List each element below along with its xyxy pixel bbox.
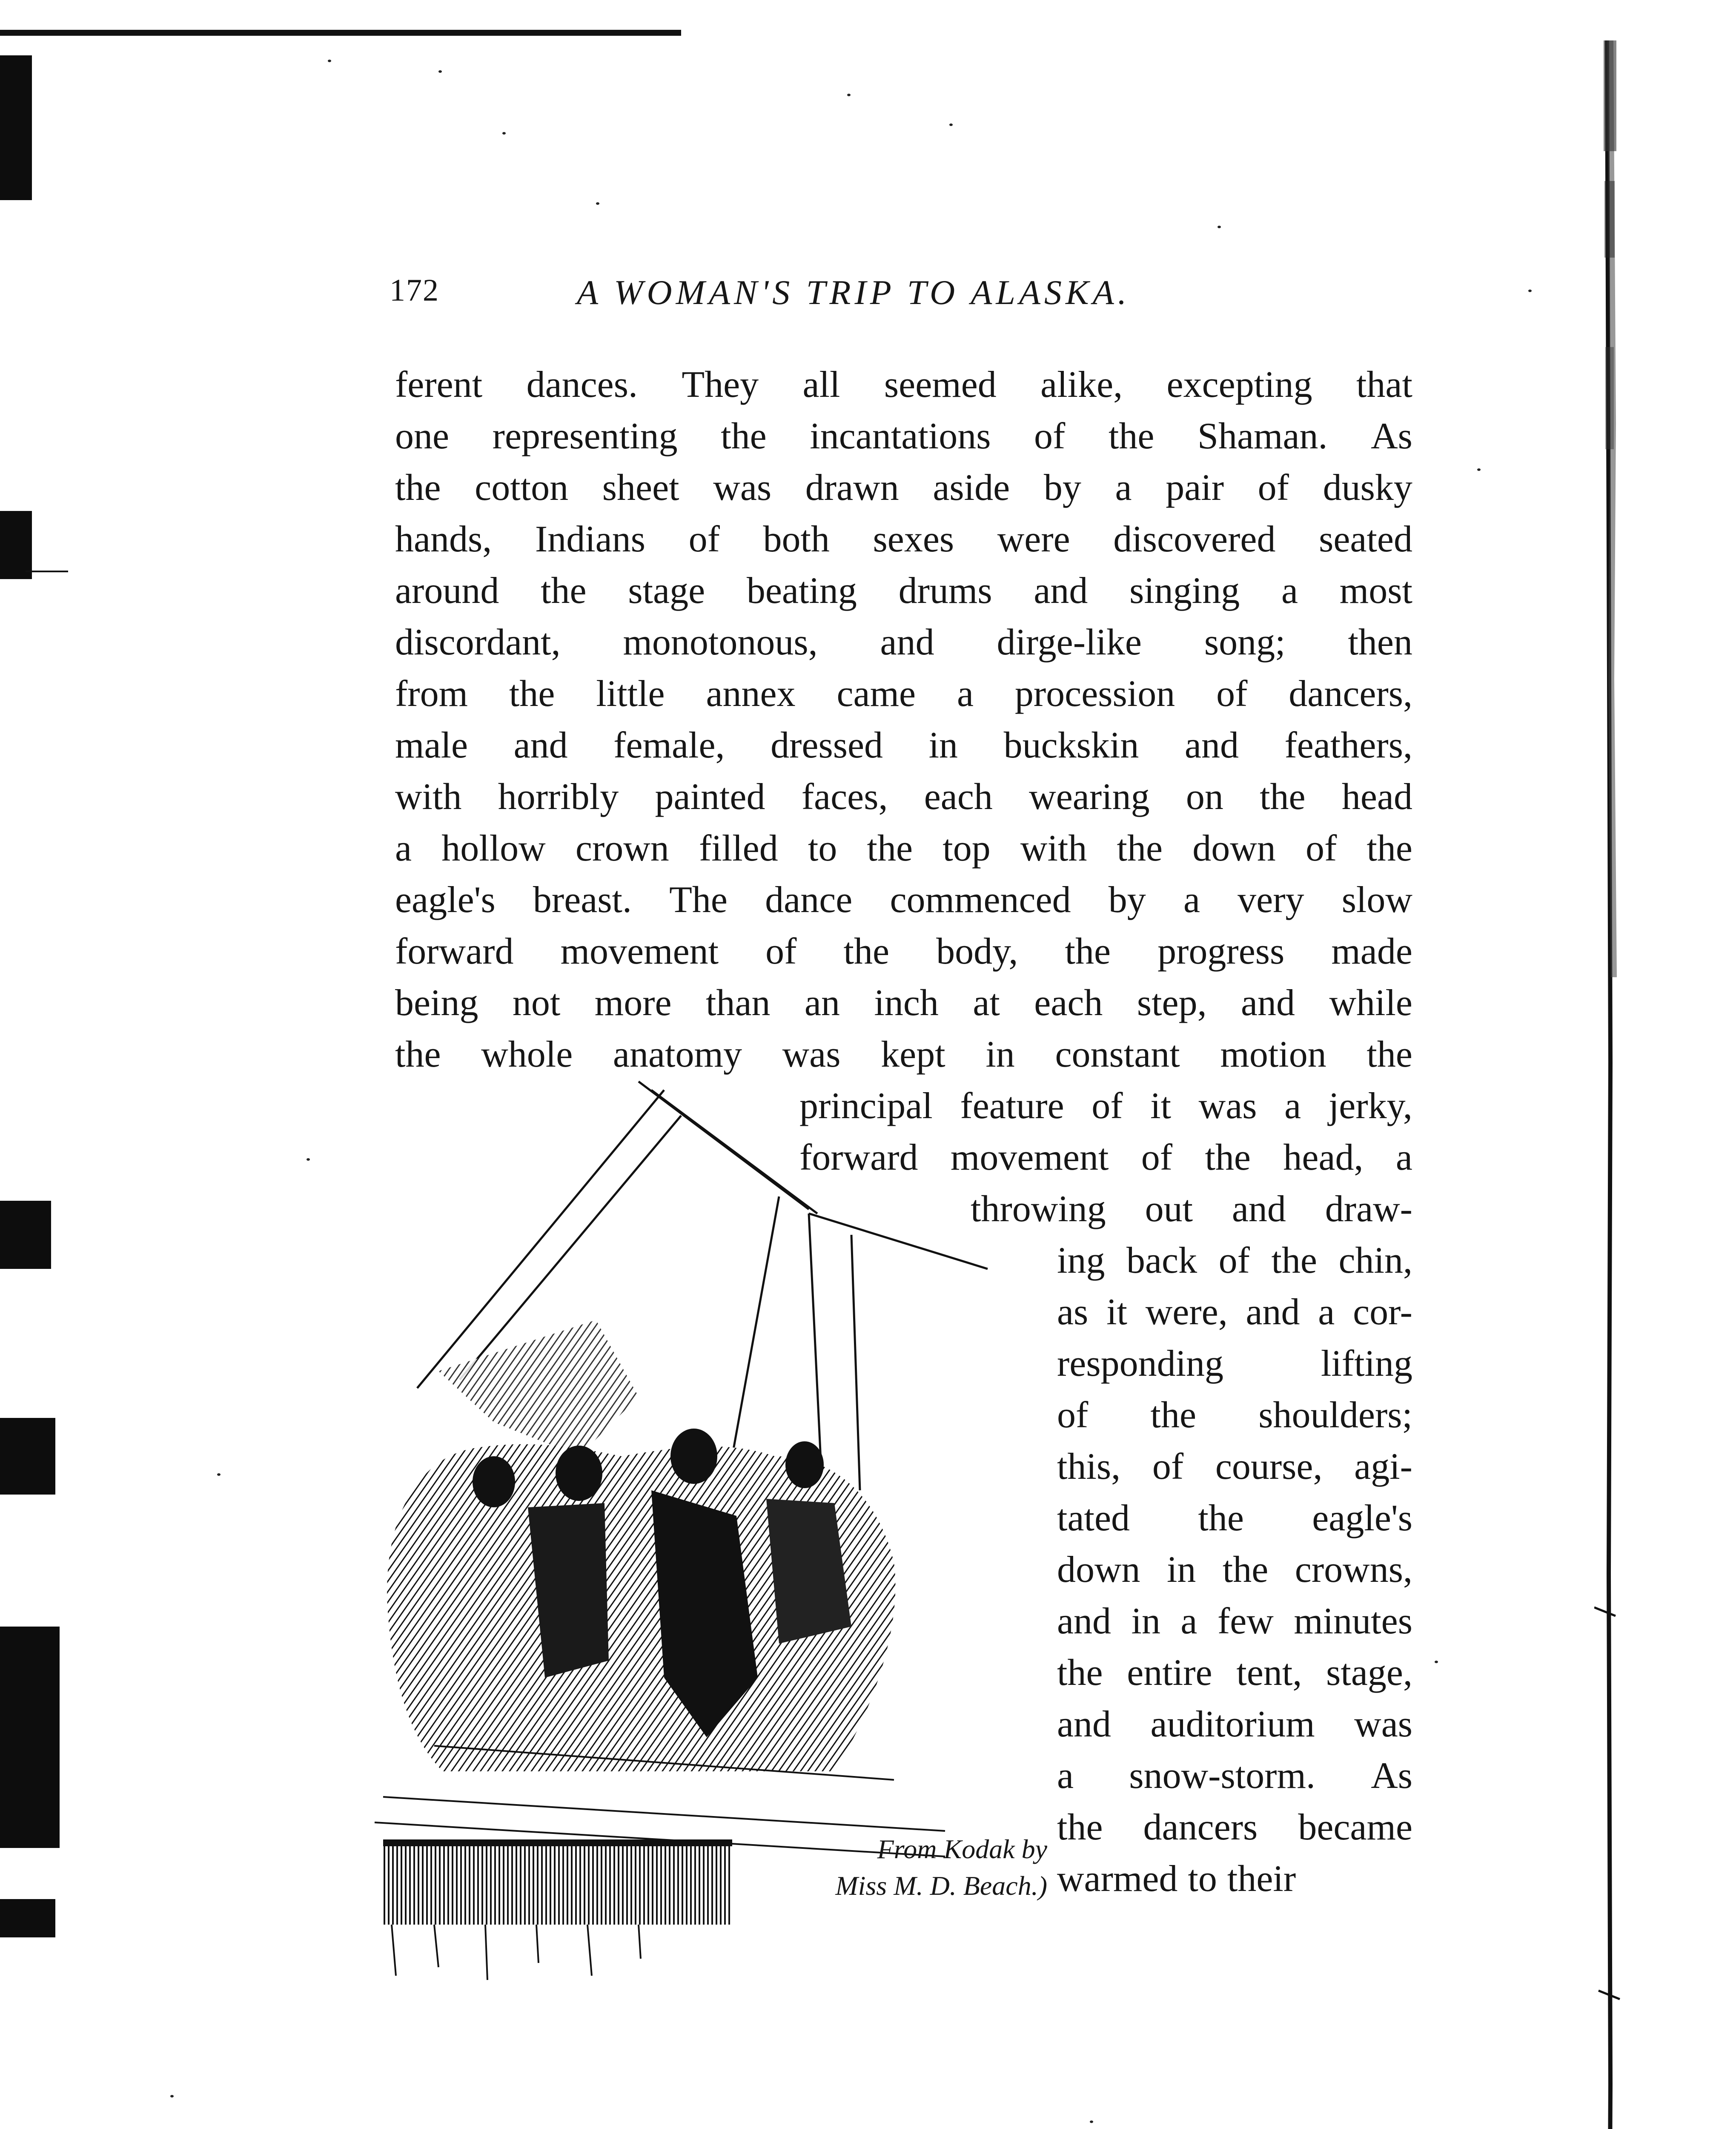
text-line bbox=[1057, 1860, 1412, 1898]
word: more bbox=[594, 982, 672, 1024]
word: to bbox=[808, 828, 837, 869]
word: dancers bbox=[1143, 1807, 1258, 1848]
word: snow-storm. bbox=[1129, 1755, 1315, 1796]
word: As bbox=[1371, 1755, 1412, 1796]
word: down bbox=[1192, 828, 1276, 869]
word: filled bbox=[699, 828, 778, 869]
speck bbox=[170, 2095, 174, 2097]
word: eagle's bbox=[395, 879, 496, 921]
word: cotton bbox=[475, 467, 569, 508]
word: principal bbox=[799, 1085, 933, 1127]
word: drums bbox=[898, 570, 992, 611]
text-line bbox=[395, 881, 1412, 919]
word: entire bbox=[1127, 1652, 1212, 1693]
word: constant bbox=[1055, 1034, 1180, 1075]
word: of bbox=[1216, 673, 1248, 714]
word: the bbox=[867, 828, 913, 869]
word: kept bbox=[881, 1034, 945, 1075]
word: it bbox=[1150, 1085, 1172, 1127]
word: the bbox=[1117, 828, 1163, 869]
word: was bbox=[1198, 1085, 1257, 1127]
word: male bbox=[395, 725, 468, 766]
word: crown bbox=[575, 828, 669, 869]
speck bbox=[949, 123, 953, 126]
word: head, bbox=[1283, 1137, 1364, 1178]
word: made bbox=[1331, 931, 1412, 972]
word: forward bbox=[799, 1137, 918, 1178]
word: the bbox=[395, 467, 441, 508]
word: by bbox=[1043, 467, 1081, 508]
text-line bbox=[1057, 1394, 1412, 1436]
text-line bbox=[395, 984, 1412, 1022]
text-line bbox=[395, 830, 1412, 867]
word: commenced bbox=[890, 879, 1071, 921]
text-line bbox=[1057, 1603, 1412, 1640]
word: excepting bbox=[1166, 364, 1312, 405]
word: monotonous, bbox=[623, 622, 818, 663]
word: the bbox=[1057, 1652, 1103, 1693]
word: the bbox=[1271, 1240, 1317, 1281]
word: eagle's bbox=[1312, 1498, 1412, 1539]
word: and bbox=[880, 622, 934, 663]
word: of bbox=[765, 931, 797, 972]
word: the bbox=[1222, 1549, 1269, 1590]
word: not bbox=[512, 982, 561, 1024]
illustration-caption bbox=[749, 1831, 1047, 1904]
word: each bbox=[924, 776, 993, 818]
left-tick-1 bbox=[26, 571, 68, 572]
word: the bbox=[843, 931, 890, 972]
word: painted bbox=[655, 776, 765, 818]
word: representing bbox=[492, 416, 678, 457]
word: stage, bbox=[1326, 1652, 1412, 1693]
word: and bbox=[1246, 1291, 1300, 1333]
text-line bbox=[395, 366, 1412, 404]
word: in bbox=[928, 725, 958, 766]
word: each bbox=[1034, 982, 1103, 1024]
word: feathers, bbox=[1284, 725, 1412, 766]
word: and bbox=[1057, 1601, 1111, 1642]
word: the bbox=[509, 673, 555, 714]
word: discordant, bbox=[395, 622, 561, 663]
word: the bbox=[721, 416, 767, 457]
word: down bbox=[1057, 1549, 1140, 1590]
word: little bbox=[596, 673, 665, 714]
text-line bbox=[1057, 1809, 1412, 1846]
word: as bbox=[1057, 1291, 1089, 1333]
word: and bbox=[513, 725, 568, 766]
word: warmed bbox=[1057, 1858, 1178, 1899]
caption-line: From Kodak by bbox=[877, 1834, 1047, 1864]
word: of bbox=[1258, 467, 1289, 508]
word: horribly bbox=[498, 776, 619, 818]
word: the bbox=[395, 1034, 441, 1075]
word: forward bbox=[395, 931, 514, 972]
word: dirge-like bbox=[997, 622, 1142, 663]
speck bbox=[502, 132, 506, 135]
word: of bbox=[1034, 416, 1066, 457]
word: seated bbox=[1319, 519, 1412, 560]
word: back bbox=[1126, 1240, 1197, 1281]
word: was bbox=[1354, 1704, 1412, 1745]
word: tent, bbox=[1236, 1652, 1302, 1693]
word: in bbox=[1131, 1601, 1160, 1642]
word: beating bbox=[746, 570, 857, 611]
text-line bbox=[1057, 1551, 1412, 1589]
word: ing bbox=[1057, 1240, 1105, 1281]
speck bbox=[1090, 2120, 1093, 2123]
word: singing bbox=[1129, 570, 1240, 611]
word: the bbox=[1108, 416, 1154, 457]
word: and bbox=[1184, 725, 1239, 766]
word: of bbox=[1152, 1446, 1184, 1487]
text-line bbox=[1057, 1242, 1412, 1280]
word: then bbox=[1348, 622, 1412, 663]
word: of bbox=[1091, 1085, 1123, 1127]
text-line bbox=[395, 624, 1412, 661]
word: and bbox=[1232, 1188, 1286, 1230]
word: by bbox=[1108, 879, 1146, 921]
word: to bbox=[1188, 1858, 1217, 1899]
word: dance bbox=[765, 879, 853, 921]
word: wearing bbox=[1029, 776, 1150, 818]
binding-mark-5 bbox=[0, 1627, 60, 1848]
word: were, bbox=[1145, 1291, 1228, 1333]
word: the bbox=[541, 570, 587, 611]
text-line bbox=[395, 933, 1412, 970]
word: stage bbox=[628, 570, 705, 611]
word: it bbox=[1106, 1291, 1127, 1333]
word: procession bbox=[1014, 673, 1175, 714]
word: song; bbox=[1204, 622, 1286, 663]
word: annex bbox=[706, 673, 796, 714]
word: an bbox=[804, 982, 840, 1024]
word: motion bbox=[1220, 1034, 1326, 1075]
word: a bbox=[957, 673, 974, 714]
word: The bbox=[669, 879, 728, 921]
word: alike, bbox=[1040, 364, 1123, 405]
word: ferent bbox=[395, 364, 483, 405]
text-line bbox=[1057, 1654, 1412, 1692]
text-line bbox=[1057, 1500, 1412, 1537]
word: sheet bbox=[602, 467, 679, 508]
text-line bbox=[395, 778, 1412, 816]
word: being bbox=[395, 982, 478, 1024]
word: from bbox=[395, 673, 468, 714]
word: their bbox=[1227, 1858, 1296, 1899]
word: out bbox=[1145, 1188, 1193, 1230]
word: aside bbox=[933, 467, 1010, 508]
text-line bbox=[395, 1036, 1412, 1073]
word: a bbox=[1183, 879, 1200, 921]
word: dances. bbox=[526, 364, 638, 405]
word: inch bbox=[874, 982, 939, 1024]
word: became bbox=[1298, 1807, 1412, 1848]
text-line bbox=[1057, 1345, 1412, 1383]
speck bbox=[1217, 226, 1221, 228]
word: anatomy bbox=[613, 1034, 742, 1075]
word: with bbox=[1020, 828, 1087, 869]
word: the bbox=[1260, 776, 1306, 818]
word: in bbox=[985, 1034, 1015, 1075]
word: chin, bbox=[1338, 1240, 1412, 1281]
word: course, bbox=[1215, 1446, 1323, 1487]
speck bbox=[596, 202, 599, 205]
word: in bbox=[1166, 1549, 1196, 1590]
word: breast. bbox=[533, 879, 632, 921]
word: the bbox=[1057, 1807, 1103, 1848]
speck bbox=[1435, 1661, 1438, 1663]
running-title: A WOMAN'S TRIP TO ALASKA. bbox=[577, 273, 1131, 312]
word: both bbox=[763, 519, 830, 560]
word: this, bbox=[1057, 1446, 1121, 1487]
word: and bbox=[1241, 982, 1295, 1024]
word: top bbox=[942, 828, 991, 869]
text-line bbox=[395, 521, 1412, 558]
word: hands, bbox=[395, 519, 492, 560]
top-rule bbox=[0, 30, 681, 36]
word: most bbox=[1339, 570, 1412, 611]
word: shoulders; bbox=[1258, 1394, 1412, 1436]
word: tated bbox=[1057, 1498, 1130, 1539]
word: the bbox=[1198, 1498, 1244, 1539]
word: female, bbox=[613, 725, 725, 766]
word: discovered bbox=[1113, 519, 1276, 560]
page-number: 172 bbox=[390, 273, 439, 308]
word: came bbox=[836, 673, 916, 714]
speck bbox=[1477, 468, 1481, 471]
word: than bbox=[706, 982, 771, 1024]
word: the bbox=[1065, 931, 1111, 972]
speck bbox=[438, 70, 442, 73]
word: dancers, bbox=[1289, 673, 1412, 714]
text-line bbox=[1057, 1291, 1412, 1333]
word: was bbox=[782, 1034, 841, 1075]
word: a bbox=[395, 828, 412, 869]
word: pair bbox=[1166, 467, 1224, 508]
binding-mark-2 bbox=[0, 511, 32, 579]
word: body, bbox=[936, 931, 1018, 972]
speck bbox=[847, 94, 851, 96]
word: a bbox=[1395, 1137, 1412, 1178]
word: Shaman. bbox=[1197, 416, 1328, 457]
text-line bbox=[1057, 1706, 1412, 1743]
word: drawn bbox=[805, 467, 899, 508]
word: while bbox=[1329, 982, 1412, 1024]
word: agi- bbox=[1354, 1446, 1412, 1487]
word: few bbox=[1217, 1601, 1274, 1642]
text-line bbox=[395, 727, 1412, 764]
word: dressed bbox=[771, 725, 883, 766]
word: of bbox=[1057, 1394, 1089, 1436]
word: movement bbox=[950, 1137, 1109, 1178]
word: As bbox=[1371, 416, 1412, 457]
word: cor- bbox=[1353, 1291, 1412, 1333]
word: the bbox=[1150, 1394, 1197, 1436]
speck bbox=[328, 60, 331, 62]
text-line bbox=[395, 418, 1412, 455]
word: a bbox=[1057, 1755, 1074, 1796]
word: of bbox=[1305, 828, 1337, 869]
text-line bbox=[1057, 1757, 1412, 1795]
word: and bbox=[1057, 1704, 1111, 1745]
word: very bbox=[1238, 879, 1304, 921]
binding-mark-1 bbox=[0, 55, 32, 200]
word: slow bbox=[1341, 879, 1412, 921]
word: buckskin bbox=[1003, 725, 1139, 766]
word: crowns, bbox=[1295, 1549, 1412, 1590]
word: on bbox=[1186, 776, 1223, 818]
word: a bbox=[1284, 1085, 1301, 1127]
binding-mark-4 bbox=[0, 1418, 55, 1495]
word: whole bbox=[481, 1034, 573, 1075]
binding-mark-6 bbox=[0, 1899, 55, 1937]
word: of bbox=[1218, 1240, 1250, 1281]
word: incantations bbox=[810, 416, 991, 457]
word: a bbox=[1180, 1601, 1197, 1642]
binding-mark-3 bbox=[0, 1201, 51, 1269]
word: draw- bbox=[1325, 1188, 1412, 1230]
word: auditorium bbox=[1150, 1704, 1315, 1745]
word: minutes bbox=[1294, 1601, 1412, 1642]
word: lifting bbox=[1321, 1343, 1412, 1384]
word: a bbox=[1318, 1291, 1335, 1333]
word: responding bbox=[1057, 1343, 1224, 1384]
text-line bbox=[1057, 1448, 1412, 1486]
word: Indians bbox=[535, 519, 645, 560]
word: the bbox=[1366, 1034, 1412, 1075]
word: was bbox=[713, 467, 772, 508]
word: dusky bbox=[1323, 467, 1412, 508]
word: feature bbox=[960, 1085, 1064, 1127]
word: They bbox=[682, 364, 759, 405]
word: and bbox=[1034, 570, 1088, 611]
word: progress bbox=[1157, 931, 1285, 972]
text-line bbox=[395, 469, 1412, 507]
speck bbox=[217, 1473, 221, 1476]
word: all bbox=[802, 364, 840, 405]
word: movement bbox=[560, 931, 719, 972]
word: around bbox=[395, 570, 499, 611]
word: the bbox=[1366, 828, 1412, 869]
word: of bbox=[688, 519, 720, 560]
word: jerky, bbox=[1328, 1085, 1412, 1127]
word: of bbox=[1141, 1137, 1173, 1178]
page-edge-shadow bbox=[1594, 40, 1624, 2129]
word: the bbox=[1205, 1137, 1251, 1178]
running-header bbox=[390, 273, 1254, 319]
speck bbox=[1528, 290, 1532, 292]
caption-line: Miss M. D. Beach.) bbox=[835, 1871, 1047, 1901]
word: seemed bbox=[884, 364, 997, 405]
word: throwing bbox=[971, 1188, 1106, 1230]
word: one bbox=[395, 416, 450, 457]
word: that bbox=[1356, 364, 1412, 405]
word: a bbox=[1115, 467, 1132, 508]
word: head bbox=[1341, 776, 1412, 818]
word: with bbox=[395, 776, 462, 818]
word: a bbox=[1281, 570, 1298, 611]
word: step, bbox=[1137, 982, 1207, 1024]
word: at bbox=[973, 982, 1000, 1024]
text-line bbox=[395, 675, 1412, 713]
word: hollow bbox=[441, 828, 546, 869]
word: faces, bbox=[801, 776, 888, 818]
word: were bbox=[997, 519, 1070, 560]
text-line bbox=[395, 572, 1412, 610]
word: sexes bbox=[873, 519, 954, 560]
